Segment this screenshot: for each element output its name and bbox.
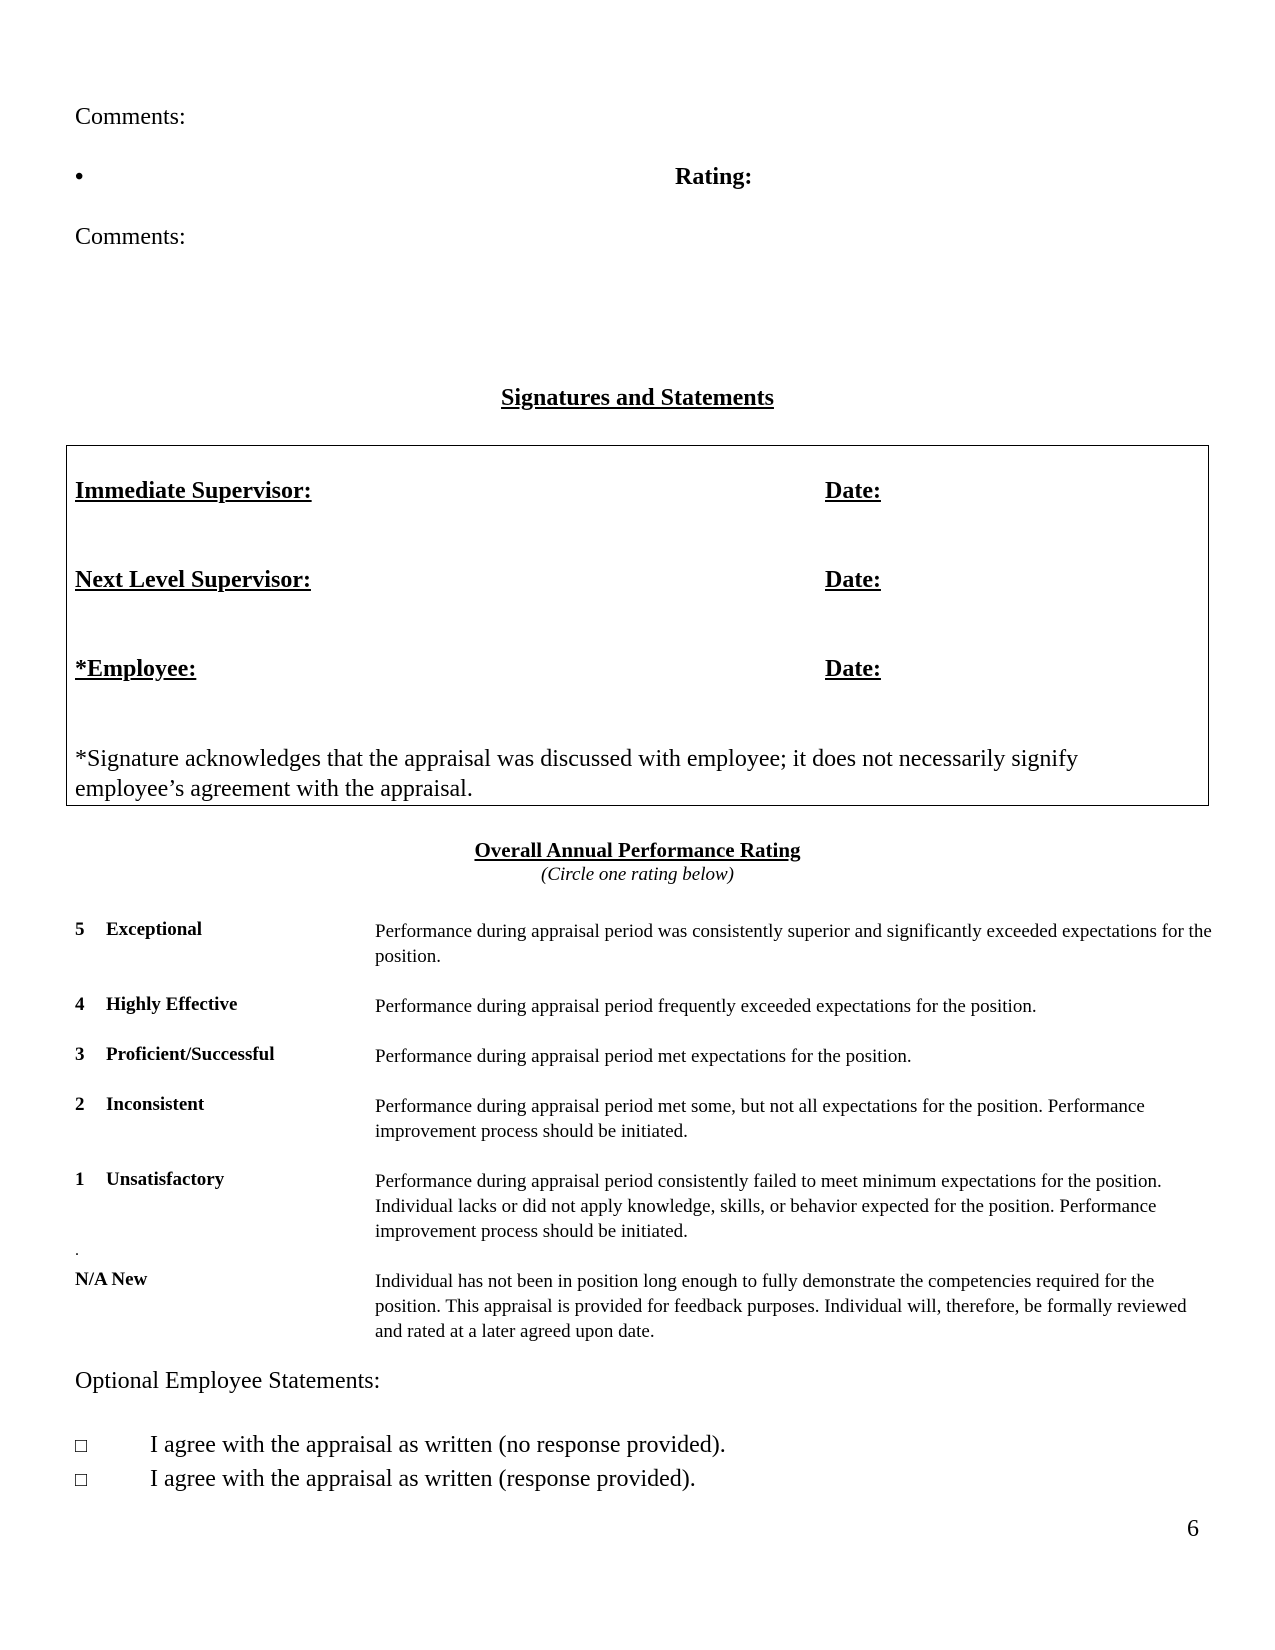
checkbox-icon[interactable]: □ [75,1435,88,1457]
overall-rating-subtitle: (Circle one rating below) [541,864,734,885]
rating-name-na: N/A New [75,1269,148,1290]
signatures-title: Signatures and Statements [501,385,774,411]
next-level-supervisor-label: Next Level Supervisor: [75,567,311,593]
rating-description: Individual has not been in position long enough to fully demonstrate the competencies required for the position. This appraisal is provided for feedback purposes. Individual will, therefore, be formally reviewed and rated at a later agreed upon date. [375,1271,1187,1342]
rating-description: Performance during appraisal period met some, but not all expectations for the position. Performance improvement process should be initiated. [375,1096,1145,1142]
rating-name: Inconsistent [106,1094,205,1115]
rating-name: Proficient/Successful [106,1044,275,1065]
employee-label: *Employee: [75,656,197,682]
rating-number: 5 [75,919,85,940]
immediate-supervisor-label: Immediate Supervisor: [75,478,312,504]
statement-option: I agree with the appraisal as written (response provided). [150,1466,696,1492]
rating-name: Exceptional [106,919,203,940]
optional-statements-title: Optional Employee Statements: [75,1368,381,1394]
signature-box [66,445,1209,806]
rating-number: 3 [75,1044,85,1065]
rating-name: Unsatisfactory [106,1169,225,1190]
immediate-supervisor-date-label: Date: [825,478,881,504]
overall-rating-title: Overall Annual Performance Rating [474,838,801,862]
rating-description: Performance during appraisal period met expectations for the position. [375,1046,912,1067]
next-level-supervisor-date-label: Date: [825,567,881,593]
rating-number: 2 [75,1094,85,1115]
rating-description: Performance during appraisal period was consistently superior and significantly exceeded expectations for the position. [375,921,1212,967]
comments-label-1: Comments: [75,104,186,130]
bullet-marker: • [75,164,84,190]
checkbox-icon[interactable]: □ [75,1469,88,1491]
employee-date-label: Date: [825,656,881,682]
comments-label-2: Comments: [75,224,186,250]
rating-description: Performance during appraisal period consistently failed to meet minimum expectations for the position. Individual lacks or did not apply knowledge, skills, or behavior expected for the position. Performance improvement process should be initiated. [375,1171,1162,1242]
rating-number: 4 [75,994,85,1015]
signature-note: *Signature acknowledges that the appraisal was discussed with employee; it does not necessarily signify employee’s agreement with the appraisal. [75,746,1079,802]
page-number: 6 [1187,1516,1199,1542]
stray-dot: . [75,1242,79,1259]
rating-name: Highly Effective [106,994,238,1015]
rating-description: Performance during appraisal period frequently exceeded expectations for the position. [375,996,1037,1017]
rating-label: Rating: [675,164,753,190]
statement-option: I agree with the appraisal as written (no response provided). [150,1432,726,1458]
rating-number: 1 [75,1169,85,1190]
